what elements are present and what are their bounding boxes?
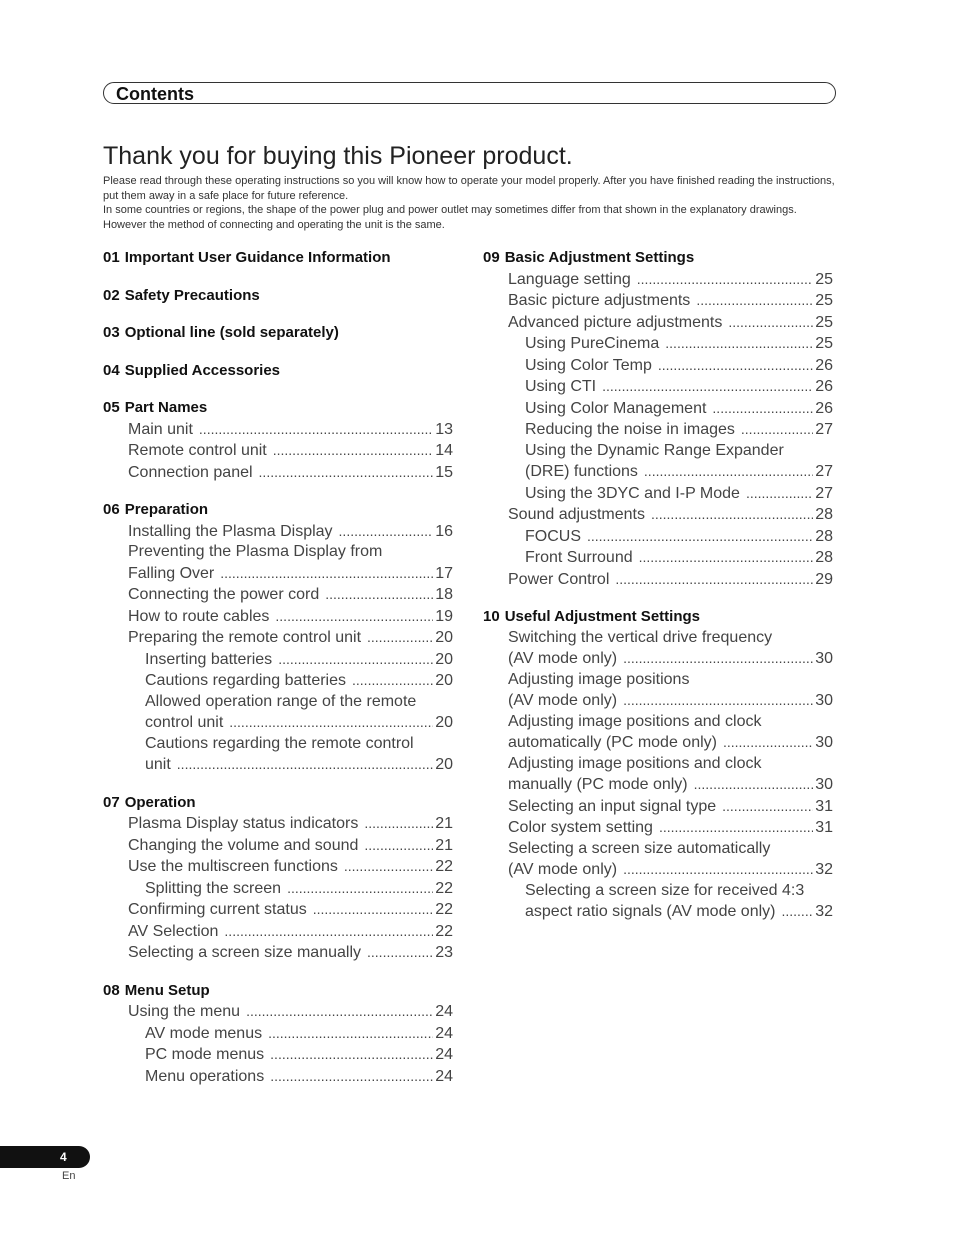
toc-page-number: 28: [815, 527, 833, 545]
toc-page-number: 20: [435, 650, 453, 668]
toc-entry-text-line: Installing the Plasma Display: [128, 522, 333, 540]
toc-section-title[interactable]: [103, 500, 453, 521]
toc-entry-text-line: Connecting the power cord: [128, 586, 320, 603]
toc-section-title[interactable]: [103, 248, 453, 269]
toc-page-number: 14: [435, 442, 453, 459]
toc-entry[interactable]: [103, 899, 453, 921]
toc-section-title[interactable]: [103, 398, 453, 419]
toc-entry-text-line: control unit: [145, 714, 224, 731]
toc-section-02: [103, 286, 453, 307]
toc-entry-text-line: Using PureCinema: [525, 335, 660, 352]
toc-page-number: 24: [435, 1046, 453, 1063]
toc-page-number: 20: [435, 756, 453, 773]
dot-leader: [270, 1066, 433, 1087]
toc-entry-text-line: Main unit: [128, 420, 193, 438]
toc-page-number: 28: [815, 549, 833, 566]
toc-left-column: [103, 248, 453, 1104]
dot-leader: [665, 333, 813, 354]
section-number: 04: [103, 361, 120, 379]
toc-entry-text-line: How to route cables: [128, 607, 270, 625]
toc-entry-text-line: Selecting a screen size automatically: [508, 839, 771, 857]
toc-page-number: 30: [815, 650, 833, 667]
toc-page-number: 24: [435, 1003, 453, 1020]
toc-entry-text-line: Language setting: [508, 270, 631, 288]
toc-entry[interactable]: [103, 670, 453, 692]
toc-entry[interactable]: [483, 333, 833, 355]
toc-entry[interactable]: [483, 355, 833, 377]
toc-page-number: 20: [435, 672, 453, 689]
toc-entry[interactable]: [103, 1001, 453, 1023]
dot-leader: [325, 584, 433, 605]
toc-section-10: [483, 607, 833, 923]
toc-page-number: 16: [435, 522, 453, 540]
toc-entry[interactable]: [103, 1044, 453, 1066]
toc-entry-text-line: Confirming current status: [128, 901, 307, 918]
section-number: 02: [103, 286, 120, 304]
toc-page-number: 30: [815, 734, 833, 751]
toc-section-05: [103, 398, 453, 483]
toc-entry-text-line: Allowed operation range of the remote: [145, 692, 417, 710]
toc-entry[interactable]: [483, 376, 833, 398]
toc-entry[interactable]: [483, 483, 833, 505]
toc-entry[interactable]: [103, 584, 453, 606]
dot-leader: [781, 901, 813, 922]
toc-entry[interactable]: [483, 881, 833, 923]
toc-entry[interactable]: [483, 398, 833, 420]
dot-leader: [367, 627, 433, 648]
toc-page-number: 26: [815, 399, 833, 417]
toc-entry[interactable]: [103, 542, 453, 584]
toc-page-number: 25: [815, 335, 833, 352]
dot-leader: [352, 670, 433, 691]
toc-entry-text-line: AV Selection: [128, 922, 219, 940]
dot-leader: [722, 796, 813, 817]
dot-leader: [696, 290, 813, 311]
section-title-text: Important User Guidance Information: [124, 249, 391, 266]
toc-entry[interactable]: [103, 606, 453, 628]
toc-entry-text-line: Using CTI: [525, 378, 597, 395]
toc-entry-text-line: Using the 3DYC and I-P Mode: [525, 484, 740, 502]
dot-leader: [270, 1044, 433, 1065]
toc-entry-text-line: Remote control unit: [128, 442, 267, 459]
toc-entry[interactable]: [103, 1023, 453, 1045]
toc-page-number: 25: [815, 270, 833, 288]
toc-entry-text-line: Menu operations: [145, 1067, 265, 1085]
dot-leader: [367, 942, 433, 963]
section-number: 07: [103, 793, 120, 811]
toc-entry[interactable]: [103, 440, 453, 462]
dot-leader: [344, 856, 433, 877]
toc-section-title[interactable]: [103, 793, 453, 814]
dot-leader: [268, 1023, 433, 1044]
toc-section-title[interactable]: [103, 323, 453, 344]
section-number: 09: [483, 249, 500, 266]
toc-entry-text-line: Using the menu: [128, 1003, 241, 1020]
toc-entry-text-line: Advanced picture adjustments: [508, 313, 723, 331]
toc-page-number: 20: [435, 629, 453, 646]
toc-entry[interactable]: [483, 269, 833, 291]
section-title-text: Part Names: [124, 399, 208, 416]
toc-entry-text-line: Cautions regarding the remote control: [145, 734, 414, 752]
section-number: 01: [103, 249, 120, 266]
intro-paragraph-1: Please read through these operating instructions so you will know how to operate your model properly. After you have finished reading the instructions, put them away in a safe place for future reference.: [103, 175, 835, 202]
toc-page-number: 26: [815, 356, 833, 374]
toc-entry[interactable]: [103, 942, 453, 964]
toc-entry[interactable]: [483, 504, 833, 526]
dot-leader: [723, 732, 813, 753]
toc-page-number: 13: [435, 420, 453, 438]
toc-entry-text-line: Falling Over: [128, 564, 215, 582]
toc-page-number: 32: [815, 861, 833, 878]
toc-entry[interactable]: [103, 649, 453, 671]
toc-entry[interactable]: [483, 419, 833, 441]
toc-entry[interactable]: [103, 462, 453, 484]
toc-entry-text-line: Plasma Display status indicators: [128, 815, 359, 832]
toc-page-number: 26: [815, 378, 833, 395]
section-number: 03: [103, 324, 120, 341]
dot-leader: [177, 754, 433, 775]
toc-section-09: [483, 248, 833, 590]
toc-section-title[interactable]: [103, 361, 453, 382]
toc-page-number: 24: [435, 1024, 453, 1042]
section-title-text: Preparation: [124, 501, 209, 518]
toc-right-column: [483, 248, 833, 940]
toc-entry[interactable]: [483, 547, 833, 569]
toc-entry[interactable]: [483, 796, 833, 818]
dot-leader: [623, 859, 813, 880]
toc-entry-text-line: unit: [145, 756, 171, 773]
toc-entry-text-line: Inserting batteries: [145, 650, 273, 668]
toc-entry-text-line: Using Color Management: [525, 399, 707, 417]
dot-leader: [313, 899, 433, 920]
toc-section-08: [103, 981, 453, 1088]
dot-leader: [728, 312, 813, 333]
dot-leader: [364, 813, 433, 834]
toc-entry[interactable]: [483, 290, 833, 312]
section-number: 06: [103, 501, 120, 518]
toc-entry[interactable]: [483, 526, 833, 548]
toc-entry-text-line: Using the Dynamic Range Expander: [525, 441, 784, 459]
toc-section-01: [103, 248, 453, 269]
toc-page-number: 22: [435, 858, 453, 875]
toc-entry-text-line: Cautions regarding batteries: [145, 672, 347, 689]
toc-section-title[interactable]: [483, 607, 833, 628]
toc-entry-text-line: Selecting a screen size manually: [128, 944, 362, 961]
dot-leader: [746, 483, 813, 504]
toc-entry-text-line: Adjusting image positions and clock: [508, 754, 762, 772]
toc-entry[interactable]: [103, 856, 453, 878]
toc-page-number: 29: [815, 570, 833, 588]
toc-entry[interactable]: [103, 1066, 453, 1088]
dot-leader: [658, 355, 813, 376]
toc-entry[interactable]: [103, 627, 453, 649]
toc-entry-text-line: (AV mode only): [508, 650, 618, 667]
page-number: 4: [60, 1150, 67, 1164]
toc-page-number: 31: [815, 797, 833, 815]
toc-page-number: 19: [435, 607, 453, 625]
section-number: 05: [103, 399, 120, 416]
dot-leader: [741, 419, 813, 440]
toc-entry[interactable]: [103, 419, 453, 441]
toc-page-number: 27: [815, 421, 833, 438]
toc-entry-text-line: (AV mode only): [508, 692, 618, 709]
toc-entry-text-line: FOCUS: [525, 527, 581, 545]
toc-entry-text-line: Using Color Temp: [525, 356, 652, 374]
toc-page-number: 31: [815, 819, 833, 836]
toc-page-number: 24: [435, 1067, 453, 1085]
dot-leader: [615, 569, 813, 590]
toc-page-number: 17: [435, 564, 453, 582]
toc-entry-text-line: Adjusting image positions and clock: [508, 712, 762, 730]
toc-entry-text-line: Reducing the noise in images: [525, 421, 735, 438]
dot-leader: [364, 835, 433, 856]
toc-entry-text-line: Connection panel: [128, 463, 253, 481]
toc-page-number: 25: [815, 313, 833, 331]
toc-entry-text-line: PC mode menus: [145, 1046, 265, 1063]
dot-leader: [246, 1001, 433, 1022]
contents-header-bar: [103, 82, 836, 104]
toc-entry[interactable]: [483, 569, 833, 591]
toc-entry-text-line: Sound adjustments: [508, 506, 645, 523]
toc-page-number: 25: [815, 292, 833, 309]
toc-entry-text-line: Adjusting image positions: [508, 670, 690, 688]
toc-entry-text-line: Use the multiscreen functions: [128, 858, 338, 875]
section-number: 08: [103, 981, 120, 999]
toc-page-number: 27: [815, 484, 833, 502]
toc-entry[interactable]: [103, 692, 453, 734]
toc-entry[interactable]: [483, 312, 833, 334]
toc-entry-text-line: Splitting the screen: [145, 879, 282, 897]
toc-page-number: 30: [815, 692, 833, 709]
toc-page-number: 22: [435, 879, 453, 897]
toc-entry[interactable]: [483, 839, 833, 881]
intro-text: [103, 174, 843, 232]
toc-entry[interactable]: [483, 712, 833, 754]
toc-page-number: 32: [815, 903, 833, 920]
page-title: Thank you for buying this Pioneer product.: [103, 142, 573, 170]
section-header-title: Contents: [116, 84, 194, 104]
section-title-text: Basic Adjustment Settings: [504, 249, 695, 266]
toc-entry[interactable]: [103, 734, 453, 776]
toc-page-number: 20: [435, 714, 453, 731]
toc-section-title[interactable]: [483, 248, 833, 269]
toc-entry[interactable]: [483, 817, 833, 839]
toc-entry-text-line: Switching the vertical drive frequency: [508, 628, 773, 646]
toc-page-number: 15: [435, 463, 453, 481]
dot-leader: [339, 521, 434, 542]
dot-leader: [623, 690, 813, 711]
toc-entry-text-line: Color system setting: [508, 819, 653, 836]
toc-entry[interactable]: [103, 521, 453, 543]
toc-entry-text-line: AV mode menus: [145, 1024, 263, 1042]
section-title-text: Useful Adjustment Settings: [504, 608, 700, 625]
dot-leader: [644, 461, 813, 482]
page-number-tab: [0, 1146, 90, 1168]
dot-leader: [712, 398, 813, 419]
toc-entry-text-line: manually (PC mode only): [508, 776, 688, 793]
toc-entry[interactable]: [103, 878, 453, 900]
toc-entry-text-line: (AV mode only): [508, 861, 618, 878]
toc-entry[interactable]: [483, 441, 833, 483]
section-title-text: Operation: [124, 793, 196, 811]
toc-entry-text-line: Selecting a screen size for received 4:3: [525, 881, 805, 899]
dot-leader: [229, 712, 433, 733]
dot-leader: [637, 269, 813, 290]
section-title-text: Optional line (sold separately): [124, 324, 339, 341]
dot-leader: [259, 462, 434, 483]
dot-leader: [587, 526, 813, 547]
dot-leader: [220, 563, 433, 584]
toc-entry-text-line: Preventing the Plasma Display from: [128, 543, 383, 560]
toc-page-number: 23: [435, 944, 453, 961]
dot-leader: [659, 817, 813, 838]
toc-page-number: 21: [435, 815, 453, 832]
section-number: 10: [483, 608, 500, 625]
dot-leader: [224, 921, 433, 942]
toc-entry-text-line: Changing the volume and sound: [128, 836, 359, 854]
dot-leader: [199, 419, 433, 440]
toc-entry-text-line: Basic picture adjustments: [508, 292, 691, 309]
toc-entry[interactable]: [483, 670, 833, 712]
toc-page-number: 22: [435, 901, 453, 918]
toc-entry-text-line: Preparing the remote control unit: [128, 629, 362, 646]
dot-leader: [639, 547, 814, 568]
toc-page-number: 27: [815, 463, 833, 480]
dot-leader: [275, 606, 433, 627]
toc-page-number: 18: [435, 586, 453, 603]
section-title-text: Safety Precautions: [124, 286, 260, 304]
dot-leader: [602, 376, 813, 397]
dot-leader: [694, 774, 814, 795]
toc-section-03: [103, 323, 453, 344]
toc-section-07: [103, 793, 453, 964]
toc-page-number: 21: [435, 836, 453, 854]
dot-leader: [287, 878, 433, 899]
toc-entry-text-line: Power Control: [508, 570, 610, 588]
toc-entry-text-line: Front Surround: [525, 549, 633, 566]
dot-leader: [651, 504, 813, 525]
dot-leader: [623, 648, 813, 669]
toc-entry[interactable]: [483, 754, 833, 796]
toc-section-04: [103, 361, 453, 382]
toc-page-number: 30: [815, 776, 833, 793]
toc-page-number: 28: [815, 506, 833, 523]
toc-entry[interactable]: [103, 921, 453, 943]
intro-paragraph-2: In some countries or regions, the shape of the power plug and power outlet may sometimes differ from that shown in the explanatory drawings. However the method of connecting and operating the unit is the same.: [103, 204, 797, 231]
toc-page-number: 22: [435, 922, 453, 940]
section-title-text: Supplied Accessories: [124, 361, 281, 379]
toc-entry-text-line: automatically (PC mode only): [508, 734, 717, 751]
section-title-text: Menu Setup: [124, 981, 210, 999]
toc-section-title[interactable]: [103, 981, 453, 1002]
toc-entry[interactable]: [103, 813, 453, 835]
toc-entry[interactable]: [103, 835, 453, 857]
dot-leader: [273, 440, 433, 461]
toc-section-06: [103, 500, 453, 776]
language-code: En: [62, 1170, 76, 1182]
dot-leader: [278, 649, 433, 670]
toc-entry[interactable]: [483, 628, 833, 670]
toc-entry-text-line: (DRE) functions: [525, 463, 638, 480]
toc-section-title[interactable]: [103, 286, 453, 307]
toc-entry-text-line: aspect ratio signals (AV mode only): [525, 903, 776, 920]
toc-entry-text-line: Selecting an input signal type: [508, 797, 717, 815]
